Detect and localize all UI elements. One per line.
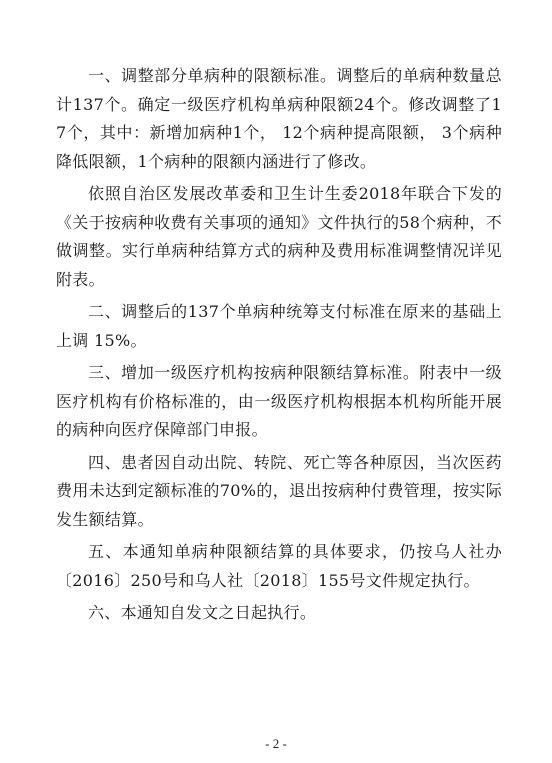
paragraph-primary-institutions: 三、增加一级医疗机构按病种限额结算标准。附表中一级医疗机构有价格标准的，由一级医疗机构根据本机构所能开展的病种向医疗保障部门申报。 bbox=[56, 363, 502, 439]
paragraph-specific-requirements: 五、本通知单病种限额结算的具体要求，仍按乌人社办〔2016〕250号和乌人社〔2018〕155号文件规定执行。 bbox=[56, 542, 502, 590]
paragraph-payment-increase: 二、调整后的137个单病种统筹支付标准在原来的基础上上调 15%。 bbox=[56, 302, 502, 350]
page-number: - 2 - bbox=[265, 736, 287, 751]
document-body bbox=[56, 62, 502, 632]
paragraph-early-discharge: 四、患者因自动出院、转院、死亡等各种原因，当次医药费用未达到定额标准的70%的，退出按病种付费管理，按实际发生额结算。 bbox=[56, 452, 502, 529]
paragraph-unchanged-diseases: 依照自治区发展改革委和卫生计生委2018年联合下发的《关于按病种收费有关事项的通知》文件执行的58个病种，不做调整。实行单病种结算方式的病种及费用标准调整情况详见附表。 bbox=[56, 184, 502, 289]
paragraph-effective-date: 六、本通知自发文之日起执行。 bbox=[88, 603, 317, 622]
paragraph-adjust-limits: 一、调整部分单病种的限额标准。调整后的单病种数量总计137个。确定一级医疗机构单病种限额24个。修改调整了17个，其中：新增加病种1个， 12个病种提高限额， 3个病种降低限额，1个病种的限额内涵进行了修改。 bbox=[56, 66, 502, 171]
